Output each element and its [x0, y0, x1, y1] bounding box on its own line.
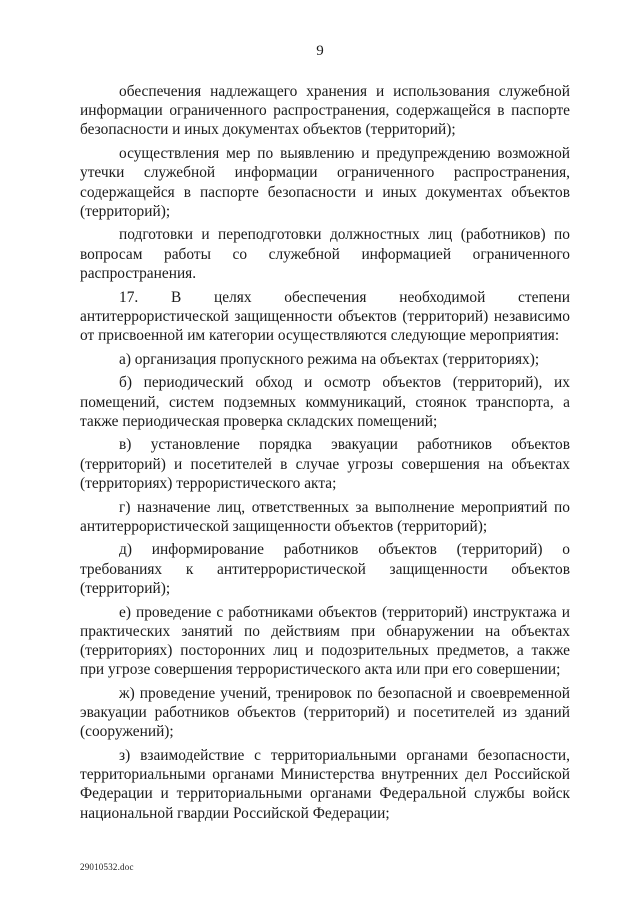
- list-item-g: г) назначение лиц, ответственных за выполнение мероприятий по антитеррористической защищенности объектов (территорий);: [80, 498, 570, 535]
- list-item-e: е) проведение с работниками объектов (территорий) инструктажа и практических занятий по действиям при обнаружении на объектах (территориях) посторонних лиц и подозрительных предметов, а также при угрозе совершения террористического акта или при его совершении;: [80, 603, 570, 679]
- list-item-z: з) взаимодействие с территориальными органами безопасности, территориальными органами Министерства внутренних дел Российской Федерации и территориальными органами Федеральной службы войск национальной гвардии Российской Федерации;: [80, 747, 570, 822]
- list-item-a: а) организация пропускного режима на объектах (территориях);: [119, 350, 540, 368]
- page-number: 9: [316, 43, 324, 59]
- list-item-d: д) информирование работников объектов (территорий) о требованиях к антитеррористической защищенности объектов (территорий);: [80, 541, 570, 597]
- paragraph: осуществления мер по выявлению и предупреждению возможной утечки служебной информации ограниченного распространения, содержащейся в паспорте безопасности и иных документах объектов (территорий);: [80, 145, 570, 220]
- document-body: [80, 82, 570, 827]
- paragraph-item-17: 17. В целях обеспечения необходимой степени антитеррористической защищенности объектов (территорий) независимо от присвоенной им категории осуществляются следующие мероприятия:: [80, 288, 570, 344]
- paragraph: подготовки и переподготовки должностных лиц (работников) по вопросам работы со служебной информацией ограниченного распространения.: [80, 226, 570, 282]
- list-item-zh: ж) проведение учений, тренировок по безопасной и своевременной эвакуации работников объектов (территорий) и посетителей из зданий (сооружений);: [80, 684, 570, 741]
- list-item-b: б) периодический обход и осмотр объектов (территорий), их помещений, систем подземных коммуникаций, стоянок транспорта, а также периодическая проверка складских помещений;: [80, 374, 570, 430]
- list-item-v: в) установление порядка эвакуации работников объектов (территорий) и посетителей в случае угрозы совершения на объектах (территориях) террористического акта;: [80, 436, 570, 492]
- document-code: 29010532.doc: [80, 862, 134, 872]
- paragraph: обеспечения надлежащего хранения и использования служебной информации ограниченного распространения, содержащейся в паспорте безопасности и иных документах объектов (территорий);: [80, 83, 570, 139]
